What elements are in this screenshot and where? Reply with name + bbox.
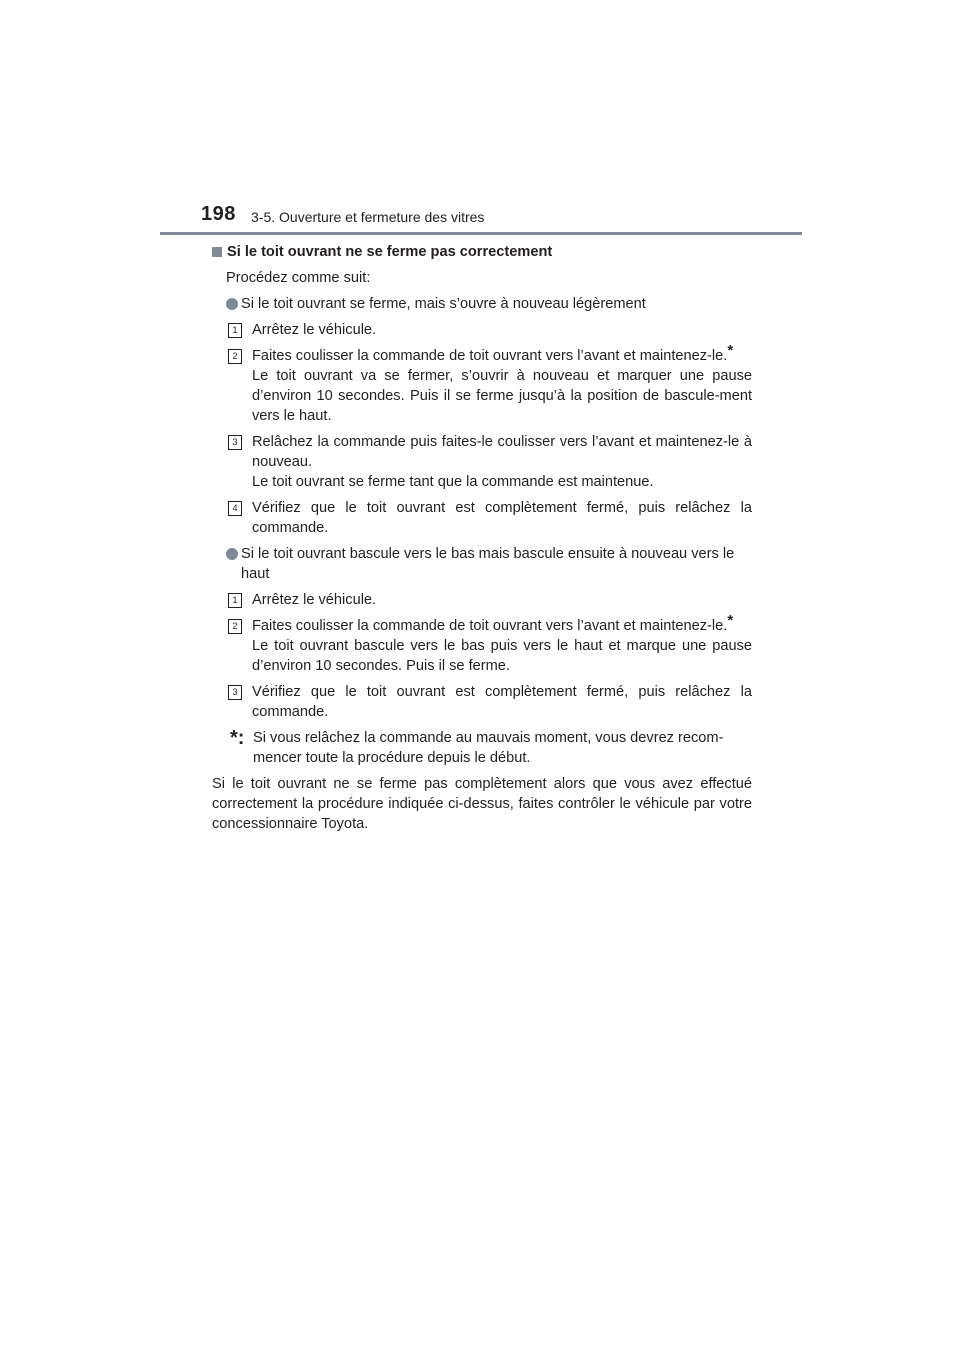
step-number-badge: 3 [228, 685, 242, 700]
case-2-title [212, 544, 752, 584]
footnote-star-icon: * [727, 342, 734, 359]
circle-bullet-icon [226, 548, 238, 560]
header-rule [160, 232, 802, 235]
step-text: Vérifiez que le toit ouvrant est complètement fermé, puis relâchez la commande. [252, 500, 752, 536]
step-detail-text: Le toit ouvrant bascule vers le bas puis vers le haut et marque une pause d’environ 10 secondes. Puis il se ferme. [252, 638, 752, 674]
footnote [230, 728, 752, 768]
section-heading [212, 242, 752, 262]
case-1-title-text: Si le toit ouvrant se ferme, mais s’ouvre à nouveau légèrement [241, 296, 646, 312]
circle-bullet-icon [226, 298, 238, 310]
page-number: 198 [201, 203, 236, 225]
step-text: Faites coulisser la commande de toit ouvrant vers l’avant et maintenez-le.* [252, 612, 734, 634]
case-2-step-2 [228, 612, 752, 676]
step-text: Faites coulisser la commande de toit ouvrant vers l’avant et maintenez-le.* [252, 342, 734, 364]
step-number-badge: 4 [228, 501, 242, 516]
step-number-badge: 2 [228, 349, 242, 364]
case-1-step-1 [228, 320, 752, 340]
step-number-badge: 3 [228, 435, 242, 450]
step-number-badge: 1 [228, 323, 242, 338]
case-2-step-1 [228, 590, 752, 610]
case-1-step-2 [228, 342, 752, 426]
page-content [212, 242, 752, 834]
closing-paragraph: Si le toit ouvrant ne se ferme pas complètement alors que vous avez effectué correctement la procédure indiquée ci-dessus, faites contrôler le véhicule par votre concessionnaire Toyota. [212, 776, 752, 832]
step-number-badge: 2 [228, 619, 242, 634]
step-detail-text: Le toit ouvrant se ferme tant que la commande est maintenue. [252, 474, 654, 490]
intro-text: Procédez comme suit: [226, 270, 371, 286]
section-heading-text: Si le toit ouvrant ne se ferme pas correctement [227, 244, 553, 260]
footnote-mark: *: [230, 727, 245, 749]
case-1-step-4 [228, 498, 752, 538]
footnote-star-icon: * [727, 612, 734, 629]
footnote-text: Si vous relâchez la commande au mauvais moment, vous devrez recom-mencer toute la procédure depuis le début. [253, 730, 724, 766]
step-detail-text: Le toit ouvrant va se fermer, s’ouvrir à nouveau et marquer une pause d’environ 10 secondes. Puis il se ferme jusqu’à la position de bascule-ment vers le haut. [252, 368, 752, 424]
case-1-step-3 [228, 432, 752, 492]
section-title: 3-5. Ouverture et fermeture des vitres [251, 209, 485, 225]
case-1-title [212, 294, 752, 314]
step-text: Vérifiez que le toit ouvrant est complètement fermé, puis relâchez la commande. [252, 684, 752, 720]
case-2-step-3 [228, 682, 752, 722]
step-number-badge: 1 [228, 593, 242, 608]
step-text: Arrêtez le véhicule. [252, 592, 377, 608]
square-bullet-icon [212, 247, 222, 257]
case-2-title-text: Si le toit ouvrant bascule vers le bas mais bascule ensuite à nouveau vers le haut [241, 546, 735, 582]
step-text: Arrêtez le véhicule. [252, 322, 377, 338]
step-text: Relâchez la commande puis faites-le coulisser vers l’avant et maintenez-le à nouveau. [252, 434, 752, 470]
